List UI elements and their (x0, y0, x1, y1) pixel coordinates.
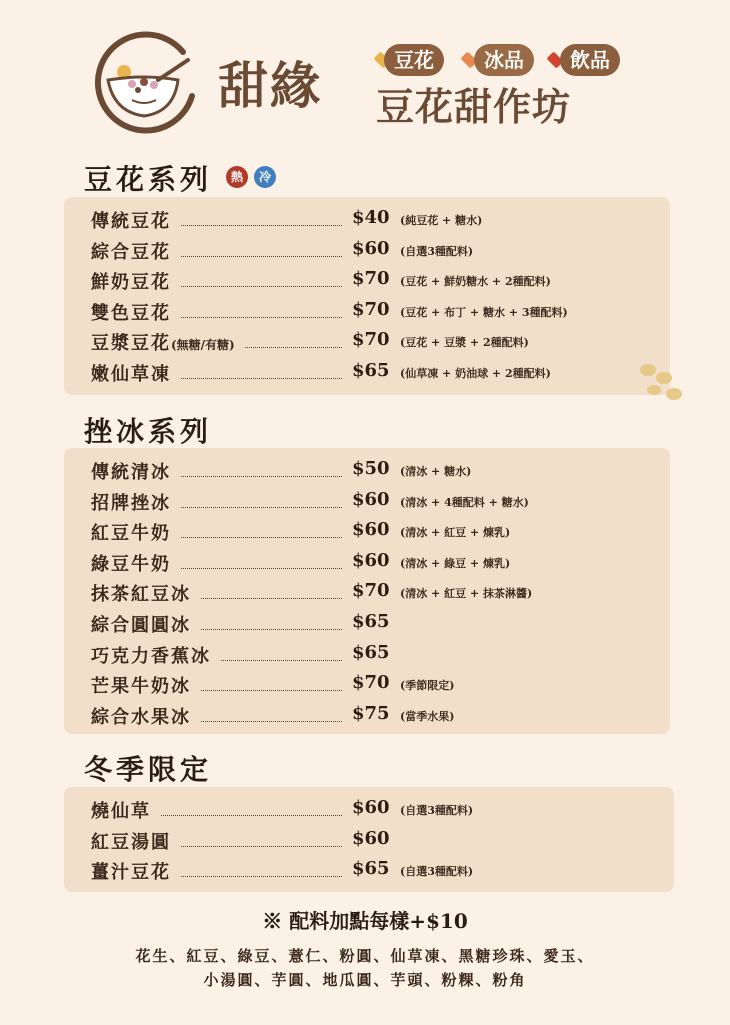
menu-item-price: $65 (352, 611, 390, 632)
tag-ice: 冰品 (474, 44, 534, 76)
menu-item-note: (清冰 + 4種配料 + 糖水) (400, 495, 529, 509)
menu-item-name-text: 嫩仙草凍 (91, 364, 171, 385)
toppings-list-line1: 花生、紅豆、綠豆、薏仁、粉圓、仙草凍、黑糖珍珠、愛玉、 (135, 947, 595, 965)
header (0, 0, 730, 140)
menu-item-name (91, 828, 171, 854)
menu-item-name (91, 329, 235, 355)
dotted-leader (201, 690, 342, 691)
menu-item-price: $70 (352, 329, 390, 351)
menu-item-name-text: 巧克力香蕉冰 (91, 645, 211, 667)
brand-subtitle: 豆花甜作坊 (376, 85, 572, 129)
dotted-leader (181, 378, 342, 379)
menu-item-price: $60 (352, 549, 390, 571)
menu-item-name-text: 雙色豆花 (91, 302, 171, 324)
menu-item-name-text: 鮮奶豆花 (91, 272, 171, 294)
menu-item-name (91, 299, 171, 325)
menu-panel-winter (64, 787, 674, 892)
section-title-douhua: 豆花系列 (84, 163, 213, 196)
menu-item-note: (豆花 + 豆漿 + 2種配料) (400, 336, 529, 350)
dotted-leader (201, 629, 342, 630)
menu-item-name (91, 238, 171, 264)
menu-item-row (64, 797, 674, 827)
menu-item-note: (自選3種配料) (400, 804, 474, 817)
dotted-leader (181, 846, 342, 847)
menu-item-name-text: 綜合圓圓冰 (91, 615, 191, 636)
menu-panel-shaved-ice (64, 448, 670, 734)
menu-item-name-text: 抹茶紅豆冰 (91, 584, 191, 606)
menu-item-row (64, 580, 670, 610)
dotted-leader (181, 225, 342, 226)
menu-item-row (64, 360, 670, 390)
menu-item-price: $65 (352, 360, 390, 381)
menu-item-price: $60 (352, 827, 390, 849)
menu-item-name (91, 858, 171, 884)
menu-item-note: (清冰 + 紅豆 + 煉乳) (400, 526, 511, 540)
menu-item-row (64, 519, 670, 549)
menu-item-price: $65 (352, 641, 390, 663)
menu-item-name-text: 紅豆牛奶 (91, 523, 171, 545)
dotted-leader (221, 660, 342, 661)
menu-item-price: $60 (352, 488, 390, 510)
menu-item-price: $70 (352, 672, 390, 694)
menu-item-note: (季節限定) (400, 679, 455, 693)
menu-item-name (91, 550, 171, 576)
dotted-leader (181, 537, 342, 538)
menu-item-price: $40 (352, 207, 390, 228)
dessert-bowl-logo-icon (88, 30, 200, 134)
menu-item-name-text: 芒果牛奶冰 (91, 676, 191, 698)
menu-item-note: (當季水果) (400, 709, 455, 723)
menu-item-name-text: 傳統清冰 (91, 462, 171, 483)
dotted-leader (181, 507, 342, 508)
menu-item-price: $60 (352, 237, 390, 259)
menu-item-row (64, 238, 670, 268)
dotted-leader (181, 317, 342, 318)
menu-item-name (91, 519, 171, 545)
dotted-leader (181, 476, 342, 477)
dotted-leader (181, 568, 342, 569)
menu-item-name-text: 燒仙草 (91, 801, 151, 822)
menu-panel-douhua (64, 197, 670, 395)
cold-badge: 冷 (254, 166, 276, 188)
tag-drinks: 飲品 (560, 44, 620, 76)
menu-item-note: (清冰 + 綠豆 + 煉乳) (400, 556, 511, 570)
menu-item-name (91, 458, 171, 484)
menu-item-name (91, 580, 191, 606)
menu-item-note: (仙草凍 + 奶油球 + 2種配料) (400, 367, 551, 380)
menu-item-name (91, 797, 151, 823)
dotted-leader (161, 815, 342, 816)
menu-item-row (64, 642, 670, 672)
section-title-winter: 冬季限定 (84, 753, 213, 786)
menu-item-row (64, 268, 670, 298)
menu-item-name-text: 傳統豆花 (91, 211, 171, 232)
menu-item-name (91, 611, 191, 637)
menu-item-price: $65 (352, 858, 390, 880)
menu-item-row (64, 458, 670, 488)
menu-item-name (91, 360, 171, 386)
menu-item-name (91, 672, 191, 698)
menu-item-row (64, 611, 670, 641)
dotted-leader (245, 347, 342, 348)
menu-item-name-suffix: (無糖/有糖) (171, 338, 235, 353)
menu-item-note: (自選3種配料) (400, 244, 474, 258)
menu-item-row (64, 703, 670, 733)
dotted-leader (201, 598, 342, 599)
toppings-list-line2: 小湯圓、芋圓、地瓜圓、芋頭、粉粿、粉角 (203, 971, 527, 989)
menu-item-name-text: 招牌挫冰 (91, 492, 171, 514)
dotted-leader (201, 721, 342, 722)
brand-name: 甜緣 (218, 57, 322, 115)
dotted-leader (181, 256, 342, 257)
menu-item-price: $60 (352, 519, 390, 541)
menu-item-name-text: 綜合豆花 (91, 241, 171, 263)
menu-item-note: (清冰 + 糖水) (400, 465, 472, 478)
menu-item-note: (純豆花 + 糖水) (400, 214, 483, 227)
menu-item-name-text: 綜合水果冰 (91, 706, 191, 728)
menu-item-name (91, 703, 191, 729)
menu-item-row (64, 828, 674, 858)
soybeans-icon (636, 360, 686, 406)
menu-item-row (64, 299, 670, 329)
addon-price-note: ※ 配料加點每樣+$10 (262, 909, 468, 933)
menu-item-row (64, 550, 670, 580)
menu-item-price: $70 (352, 580, 390, 602)
dotted-leader (181, 286, 342, 287)
menu-item-note: (豆花 + 鮮奶糖水 + 2種配料) (400, 275, 551, 289)
menu-item-name-text: 綠豆牛奶 (91, 553, 171, 575)
menu-item-note: (清冰 + 紅豆 + 抹茶淋醬) (400, 587, 533, 601)
menu-item-name-text: 紅豆湯圓 (91, 831, 171, 853)
tag-tofu-pudding: 豆花 (384, 44, 444, 76)
menu-item-row (64, 329, 670, 359)
menu-item-row (64, 489, 670, 519)
menu-item-price: $75 (352, 702, 390, 724)
menu-item-name (91, 489, 171, 515)
menu-item-note: (自選3種配料) (400, 865, 474, 879)
section-title-shaved-ice: 挫冰系列 (84, 415, 213, 448)
menu-item-row (64, 672, 670, 702)
hot-badge: 熱 (226, 166, 248, 188)
menu-item-row (64, 858, 674, 888)
menu-item-name-text: 薑汁豆花 (91, 862, 171, 884)
menu-item-name-text: 豆漿豆花 (91, 333, 171, 355)
menu-item-row (64, 207, 670, 237)
menu-item-name (91, 642, 211, 668)
menu-item-name (91, 268, 171, 294)
menu-item-price: $70 (352, 268, 390, 290)
menu-item-price: $70 (352, 298, 390, 320)
menu-item-name (91, 207, 171, 233)
menu-item-note: (豆花 + 布丁 + 糖水 + 3種配料) (400, 305, 568, 319)
dotted-leader (181, 876, 342, 877)
menu-item-price: $60 (352, 797, 390, 818)
menu-item-price: $50 (352, 458, 390, 479)
